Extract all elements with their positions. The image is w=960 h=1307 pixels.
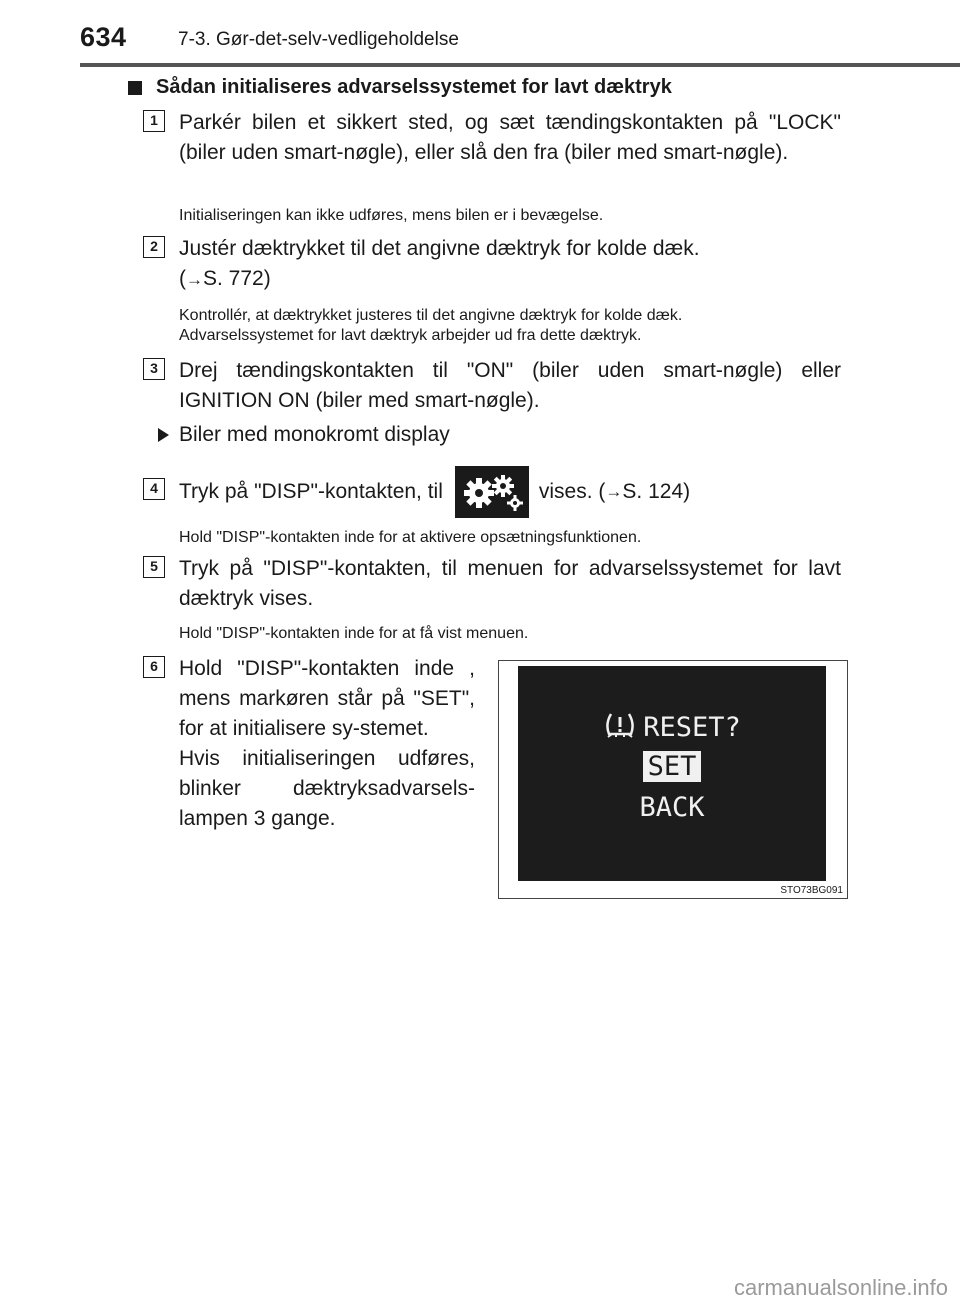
section-heading xyxy=(128,76,672,99)
heading-text: Sådan initialiseres advarselssystemet for lavt dæktryk xyxy=(156,76,672,98)
step-2-reference xyxy=(179,264,841,295)
step-6-paragraph-1: Hold "DISP"-kontakten inde , mens markøren står på "SET", for at initialisere sy-stemet. xyxy=(179,657,475,740)
step-2-note-line1: Kontrollér, at dæktrykket justeres til det angivne dæktryk for kolde dæk. xyxy=(179,307,683,324)
page-number: 634 xyxy=(80,22,127,52)
step-5-text: Tryk på "DISP"-kontakten, til menuen for advarselssystemet for lavt dæktryk vises. xyxy=(179,557,841,610)
step-3-text: Drej tændingskontakten til "ON" (biler uden smart-nøgle) eller IGNITION ON (biler med smart-nøgle). xyxy=(179,359,841,412)
step-4-text-after: vises. ( xyxy=(538,480,606,503)
step-number-2: 2 xyxy=(143,236,165,258)
page-ref-link[interactable]: S. 772) xyxy=(203,267,271,290)
reset-label: RESET? xyxy=(643,712,741,743)
step-6-text xyxy=(179,654,475,834)
arrow-right-icon: → xyxy=(186,270,203,289)
multi-info-display-screen xyxy=(518,666,826,881)
step-number-6: 6 xyxy=(143,656,165,678)
tire-pressure-warning-icon xyxy=(603,710,637,747)
step-1-text: Parkér bilen et sikkert sted, og sæt tændingskontakten på "LOCK" (biler uden smart-nøgle), eller slå den fra (biler med smart-nøgle). xyxy=(179,111,841,164)
ref-open: ( xyxy=(179,267,186,290)
step-2-text xyxy=(179,234,841,295)
step-2-line1: Justér dæktrykket til det angivne dæktryk for kolde dæk. xyxy=(179,237,700,260)
step-number-4: 4 xyxy=(143,478,165,500)
step-1-note: Initialiseringen kan ikke udføres, mens bilen er i bevægelse. xyxy=(179,207,604,224)
step-6-paragraph-2: Hvis initialiseringen udføres, blinker dæktryksadvarsels-lampen 3 gange. xyxy=(179,747,475,830)
page-ref-link[interactable]: S. 124) xyxy=(622,480,691,503)
step-2-note xyxy=(179,306,841,346)
step-number-1: 1 xyxy=(143,110,165,132)
arrow-right-icon: → xyxy=(605,482,623,501)
heading-square-icon xyxy=(128,81,142,95)
step-4-note: Hold "DISP"-kontakten inde for at aktivere opsætningsfunktionen. xyxy=(179,529,642,546)
step-2-note-line2: Advarselssystemet for lavt dæktryk arbejder ud fra dette dæktryk. xyxy=(179,327,642,344)
display-figure xyxy=(498,660,848,899)
step-number-3: 3 xyxy=(143,358,165,380)
back-line xyxy=(518,792,826,823)
step-4-text-before: Tryk på "DISP"-kontakten, til xyxy=(179,480,443,503)
bullet-text: Biler med monokromt display xyxy=(179,423,450,446)
step-4-text xyxy=(179,466,690,518)
back-option: BACK xyxy=(639,792,705,823)
step-5-note: Hold "DISP"-kontakten inde for at få vist menuen. xyxy=(179,625,529,642)
footer-watermark: carmanualsonline.info xyxy=(733,1275,948,1300)
step-number-5: 5 xyxy=(143,556,165,578)
reset-line xyxy=(518,710,826,747)
figure-code: STO73BG091 xyxy=(780,885,843,896)
set-option: SET xyxy=(643,751,702,782)
bullet-triangle-icon xyxy=(158,428,169,442)
set-line xyxy=(518,751,826,782)
section-title: 7-3. Gør-det-selv-vedligeholdelse xyxy=(178,29,459,50)
header-rule xyxy=(80,63,960,67)
settings-gears-icon xyxy=(455,466,529,518)
display-type-bullet xyxy=(158,423,450,447)
